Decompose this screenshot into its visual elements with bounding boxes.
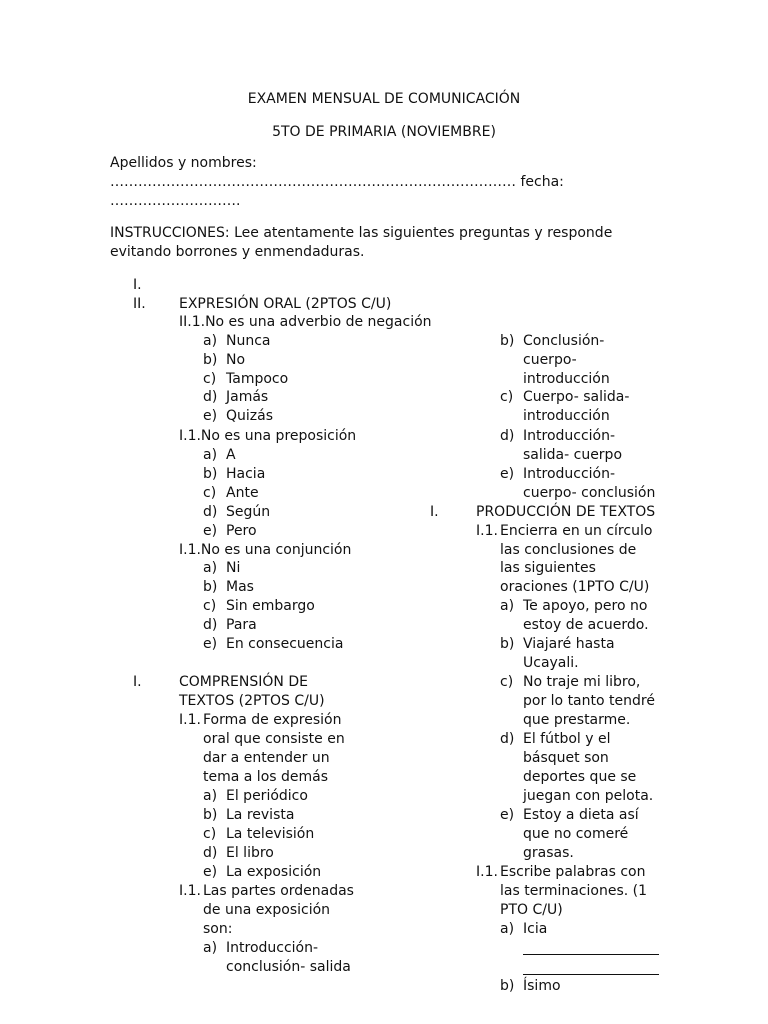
option-text: La revista — [226, 807, 295, 823]
option-letter: d) — [500, 428, 515, 444]
option-text: No — [226, 352, 246, 368]
question-text: I.1.No es una conjunción — [179, 542, 352, 558]
option-text: introducción — [523, 408, 610, 424]
option-text: Jamás — [226, 389, 269, 405]
option-letter: b) — [203, 807, 218, 823]
option-letter: a) — [203, 940, 218, 956]
option-letter: d) — [203, 389, 218, 405]
question-number: I.1. — [476, 523, 498, 539]
option-text: salida- cuerpo — [523, 447, 623, 463]
option-text: Cuerpo- salida- — [523, 389, 630, 405]
option-text: Introducción- — [523, 466, 616, 482]
option-text: Pero — [226, 523, 257, 539]
option-text: cuerpo- — [523, 352, 577, 368]
question-text: oraciones (1PTO C/U) — [500, 579, 650, 595]
section-number: I. — [430, 504, 439, 520]
option-letter: a) — [203, 560, 218, 576]
option-text: Según — [226, 504, 271, 520]
option-letter: a) — [203, 447, 218, 463]
option-letter: d) — [203, 845, 218, 861]
option-text: Estoy a dieta así — [523, 807, 639, 823]
option-text: Conclusión- — [523, 333, 605, 349]
option-letter: d) — [500, 731, 515, 747]
option-text: Introducción- — [523, 428, 616, 444]
name-dots-line: …………………………………………………………………………… fecha: — [110, 174, 564, 190]
option-text: cuerpo- conclusión — [523, 485, 656, 501]
option-letter: e) — [500, 466, 515, 482]
option-letter: e) — [203, 636, 218, 652]
question-number: I.1. — [179, 883, 201, 899]
option-text: Quizás — [226, 408, 274, 424]
option-text: A — [226, 447, 236, 463]
option-text: grasas. — [523, 845, 574, 861]
option-text: deportes que se — [523, 769, 637, 785]
question-text: de una exposición — [203, 902, 331, 918]
option-text: introducción — [523, 371, 610, 387]
page-title: EXAMEN MENSUAL DE COMUNICACIÓN — [247, 91, 521, 107]
question-text: dar a entender un — [203, 750, 330, 766]
option-letter: c) — [203, 371, 217, 387]
question-text: II.1.No es una adverbio de negación — [179, 314, 432, 330]
question-text: I.1.No es una preposición — [179, 428, 357, 444]
option-text: Ucayali. — [523, 655, 579, 671]
option-text: Tampoco — [226, 371, 289, 387]
option-letter: c) — [203, 598, 217, 614]
option-letter: b) — [500, 636, 515, 652]
option-text: juegan con pelota. — [523, 788, 654, 804]
option-letter: c) — [203, 826, 217, 842]
option-text: Ni — [226, 560, 241, 576]
option-letter: b) — [203, 352, 218, 368]
option-letter: b) — [203, 579, 218, 595]
option-letter: c) — [203, 485, 217, 501]
option-text: La televisión — [226, 826, 315, 842]
date-dots: ………………………. — [110, 193, 241, 209]
option-text: que no comeré — [523, 826, 629, 842]
option-letter: c) — [500, 389, 514, 405]
section-title-comprension: COMPRENSIÓN DE — [179, 674, 308, 690]
option-text: No traje mi libro, — [523, 674, 641, 690]
question-text: Las partes ordenadas — [203, 883, 354, 899]
option-letter: b) — [500, 333, 515, 349]
question-number: I.1. — [179, 712, 201, 728]
section-title-comprension-line-2: TEXTOS (2PTOS C/U) — [179, 693, 325, 709]
option-letter: b) — [500, 978, 515, 994]
option-text: conclusión- salida — [226, 959, 351, 975]
option-text: básquet son — [523, 750, 609, 766]
option-text: Ísimo — [523, 978, 561, 994]
option-text: estoy de acuerdo. — [523, 617, 649, 633]
question-text: las conclusiones de — [500, 542, 637, 558]
option-letter: b) — [203, 466, 218, 482]
option-text: Mas — [226, 579, 254, 595]
question-text: las terminaciones. (1 — [500, 883, 648, 899]
section-title-expresion-oral: EXPRESIÓN ORAL (2PTOS C/U) — [179, 296, 392, 312]
option-text: El periódico — [226, 788, 308, 804]
question-text: Encierra en un círculo — [500, 523, 653, 539]
section-title-produccion: PRODUCCIÓN DE TEXTOS — [476, 504, 656, 520]
option-text: Te apoyo, pero no — [523, 598, 648, 614]
section-number-empty: I. — [133, 277, 142, 293]
option-letter: a) — [500, 921, 515, 937]
option-letter: c) — [500, 674, 514, 690]
option-letter: a) — [203, 788, 218, 804]
section-number: II. — [133, 296, 146, 312]
option-letter: e) — [203, 523, 218, 539]
question-text: las siguientes — [500, 560, 596, 576]
option-text: Para — [226, 617, 257, 633]
answer-blank-line[interactable] — [523, 954, 659, 955]
option-text: por lo tanto tendré — [523, 693, 655, 709]
option-text: En consecuencia — [226, 636, 344, 652]
option-text: que prestarme. — [523, 712, 631, 728]
option-letter: d) — [203, 617, 218, 633]
option-text: Icia — [523, 921, 548, 937]
option-letter: a) — [500, 598, 515, 614]
instructions-line-1: INSTRUCCIONES: Lee atentamente las siguientes preguntas y responde — [110, 225, 613, 241]
option-letter: e) — [203, 864, 218, 880]
option-text: El fútbol y el — [523, 731, 611, 747]
option-text: La exposición — [226, 864, 322, 880]
name-label: Apellidos y nombres: — [110, 155, 257, 171]
option-letter: d) — [203, 504, 218, 520]
question-text: son: — [203, 921, 233, 937]
option-text: Sin embargo — [226, 598, 315, 614]
question-text: PTO C/U) — [500, 902, 563, 918]
option-letter: e) — [203, 408, 218, 424]
option-text: Viajaré hasta — [523, 636, 615, 652]
option-text: Hacia — [226, 466, 266, 482]
option-text: El libro — [226, 845, 274, 861]
option-text: Ante — [226, 485, 259, 501]
question-number: I.1. — [476, 864, 498, 880]
section-number: I. — [133, 674, 142, 690]
page-subtitle: 5TO DE PRIMARIA (NOVIEMBRE) — [272, 124, 496, 140]
question-text: Escribe palabras con — [500, 864, 646, 880]
question-text: oral que consiste en — [203, 731, 345, 747]
option-text: Introducción- — [226, 940, 319, 956]
option-letter: a) — [203, 333, 218, 349]
option-text: Nunca — [226, 333, 271, 349]
answer-blank-line[interactable] — [523, 974, 659, 975]
instructions-line-2: evitando borrones y enmendaduras. — [110, 244, 365, 260]
question-text: tema a los demás — [203, 769, 329, 785]
option-letter: e) — [500, 807, 515, 823]
question-text: Forma de expresión — [203, 712, 342, 728]
